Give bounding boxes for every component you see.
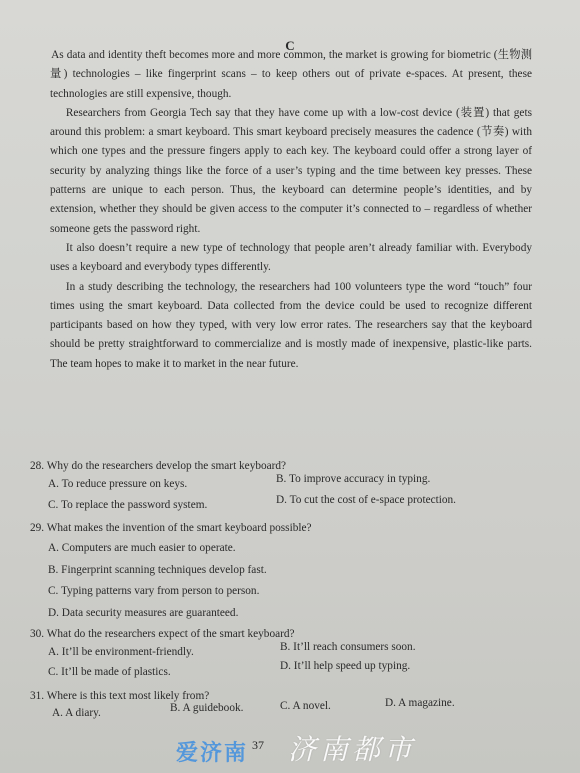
option-a: A. To reduce pressure on keys. — [48, 478, 188, 490]
question-stem: 31. Where is this text most likely from? — [30, 690, 210, 702]
passage-paragraph-1: As data and identity theft becomes more and more common, the market is growing for biometric (生物测量) technologies – like fingerprint scans – to keep others out of private e-spaces. At present, these technologies are still expensive, though. — [50, 49, 532, 100]
question-30 — [30, 624, 500, 686]
question-stem: 29. What makes the invention of the smart keyboard possible? — [30, 522, 312, 534]
option-d: D. A magazine. — [385, 697, 455, 709]
question-29 — [30, 518, 500, 624]
option-b: B. Fingerprint scanning techniques develop fast. — [48, 563, 267, 576]
option-b: B. It’ll reach consumers soon. — [280, 641, 416, 653]
reading-passage — [50, 46, 532, 374]
question-stem: 30. What do the researchers expect of the smart keyboard? — [30, 628, 295, 640]
option-a: A. Computers are much easier to operate. — [48, 542, 236, 554]
options-grid — [30, 641, 500, 686]
watermark-right: 济南都市 — [288, 733, 417, 766]
question-28 — [30, 456, 500, 518]
option-d: D. It’ll help speed up typing. — [280, 660, 411, 672]
passage-paragraph-2: Researchers from Georgia Tech say that they have come up with a low-cost device (装置) that gets around this problem: a smart keyboard. This smart keyboard precisely measures the cadence (节奏) with which one types and the pressure fingers apply to each key. The keyboard could offer a strong layer of security by analyzing things like the force of a user’s typing and the time between key presses. These patterns are unique to each person. Thus, the keyboard can determine people’s identities, and by extension, whether they should be given access to the computer it’s connected to – regardless of whether someone gets the password right. — [50, 106, 532, 235]
option-d: D. Data security measures are guaranteed. — [48, 606, 239, 619]
passage-paragraph-3: It also doesn’t require a new type of technology that people aren’t already familiar with. Everybody uses a keyboard and everybody types differently. — [50, 241, 532, 274]
option-b: B. A guidebook. — [170, 702, 244, 714]
option-c: C. Typing patterns vary from person to person. — [48, 585, 260, 597]
page-number: 37 — [252, 738, 264, 752]
option-c: C. To replace the password system. — [48, 499, 208, 511]
options-grid — [30, 473, 500, 518]
option-a: A. A diary. — [52, 707, 101, 719]
passage-paragraph-4: In a study describing the technology, the researchers had 100 volunteers type the word “touch” four times using the smart keyboard. Data collected from the device could be used to recognize different participants based on how they typed, with very low error rates. The researchers say that the keyboard should be pretty straightforward to commercialize and is mostly made of inexpensive, plastic-like parts. The team hopes to make it to market in the near future. — [50, 280, 532, 370]
option-b: B. To improve accuracy in typing. — [276, 473, 431, 485]
watermark-left: 爱济南 — [176, 740, 249, 765]
page-footer — [0, 722, 580, 773]
question-stem: 28. Why do the researchers develop the smart keyboard? — [30, 460, 287, 472]
option-c: C. A novel. — [280, 700, 331, 712]
option-d: D. To cut the cost of e-space protection. — [276, 494, 457, 506]
section-heading: C — [285, 38, 295, 53]
option-a: A. It’ll be environment-friendly. — [48, 646, 194, 658]
question-list — [30, 456, 500, 730]
option-c: C. It’ll be made of plastics. — [48, 666, 171, 678]
